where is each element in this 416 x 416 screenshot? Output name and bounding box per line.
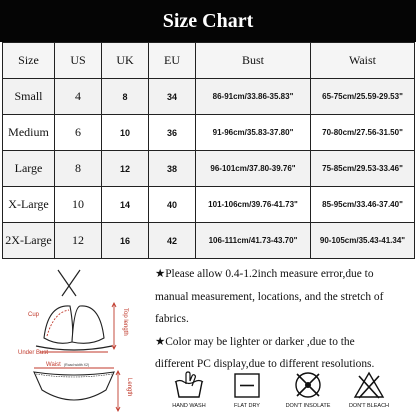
cell-uk: 14 bbox=[102, 187, 149, 223]
cell-waist: 85-95cm/33.46-37.40" bbox=[311, 187, 415, 223]
cell-eu: 42 bbox=[149, 223, 196, 259]
cell-bust: 86-91cm/33.86-35.83" bbox=[196, 79, 311, 115]
column-header-waist: Waist bbox=[311, 43, 415, 79]
diagram-label-waist: Waist bbox=[46, 362, 61, 368]
cell-us: 4 bbox=[55, 79, 102, 115]
care-label: DON'T BLEACH bbox=[348, 403, 390, 409]
note-line: manual measurement, locations, and the stretch of bbox=[155, 290, 384, 303]
note-line: different PC display,due to different resolutions. bbox=[155, 358, 375, 370]
size-table bbox=[2, 42, 415, 259]
care-label: FLAT DRY bbox=[234, 403, 260, 409]
cell-waist: 70-80cm/27.56-31.50" bbox=[311, 115, 415, 151]
column-header-size: Size bbox=[3, 43, 55, 79]
table-row bbox=[3, 151, 415, 187]
cell-eu: 36 bbox=[149, 115, 196, 151]
care-label: HAND WASH bbox=[172, 403, 206, 409]
cell-uk: 8 bbox=[102, 79, 149, 115]
diagram-label-top-length: Top length bbox=[122, 308, 128, 336]
bikini-bottom-icon bbox=[34, 372, 114, 400]
cell-uk: 10 bbox=[102, 115, 149, 151]
cell-size: 2X-Large bbox=[3, 223, 55, 259]
table-row bbox=[3, 115, 415, 151]
diagram-label-length: Length bbox=[126, 378, 132, 397]
cell-uk: 16 bbox=[102, 223, 149, 259]
cell-size: X-Large bbox=[3, 187, 55, 223]
column-header-us: US bbox=[55, 43, 102, 79]
diagram-label-under-bust: Under Bust bbox=[18, 350, 49, 356]
care-dont-insolate bbox=[283, 370, 333, 416]
dont-bleach-icon bbox=[352, 370, 386, 400]
cell-waist: 65-75cm/25.59-29.53" bbox=[311, 79, 415, 115]
cell-bust: 91-96cm/35.83-37.80" bbox=[196, 115, 311, 151]
table-header-row bbox=[3, 43, 415, 79]
table-row bbox=[3, 223, 415, 259]
column-header-uk: UK bbox=[102, 43, 149, 79]
left-cup-icon bbox=[44, 306, 73, 343]
size-chart-title-bar bbox=[0, 0, 416, 42]
cell-us: 8 bbox=[55, 151, 102, 187]
note-line: ★Color may be lighter or darker ,due to the bbox=[155, 335, 355, 348]
right-cup-icon bbox=[72, 306, 104, 343]
cell-size: Small bbox=[3, 79, 55, 115]
bikini-measurement-diagram bbox=[14, 268, 142, 416]
care-label: DON'T INSOLATE bbox=[285, 403, 331, 409]
column-header-bust: Bust bbox=[196, 43, 311, 79]
table-row bbox=[3, 187, 415, 223]
dont-insolate-icon bbox=[291, 370, 325, 400]
care-flat-dry bbox=[222, 370, 272, 416]
care-dont-bleach bbox=[344, 370, 394, 416]
cell-eu: 38 bbox=[149, 151, 196, 187]
table-row bbox=[3, 79, 415, 115]
cell-eu: 34 bbox=[149, 79, 196, 115]
note-line: fabrics. bbox=[155, 313, 189, 325]
cell-bust: 96-101cm/37.80-39.76" bbox=[196, 151, 311, 187]
cell-size: Large bbox=[3, 151, 55, 187]
note-line: ★Please allow 0.4-1.2inch measure error,due to bbox=[155, 268, 374, 280]
column-header-eu: EU bbox=[149, 43, 196, 79]
cell-eu: 40 bbox=[149, 187, 196, 223]
diagram-label-cup: Cup bbox=[28, 312, 40, 318]
diagram-label-waist-note: (Road width X2) bbox=[64, 363, 90, 367]
flat-dry-icon bbox=[230, 370, 264, 400]
cell-size: Medium bbox=[3, 115, 55, 151]
cell-uk: 12 bbox=[102, 151, 149, 187]
cell-bust: 101-106cm/39.76-41.73" bbox=[196, 187, 311, 223]
cell-us: 10 bbox=[55, 187, 102, 223]
cell-bust: 106-111cm/41.73-43.70" bbox=[196, 223, 311, 259]
cell-waist: 75-85cm/29.53-33.46" bbox=[311, 151, 415, 187]
cell-us: 12 bbox=[55, 223, 102, 259]
cell-waist: 90-105cm/35.43-41.34" bbox=[311, 223, 415, 259]
page-title: Size Chart bbox=[162, 9, 254, 32]
hand-wash-icon bbox=[172, 370, 206, 400]
size-notes bbox=[155, 263, 413, 376]
cell-us: 6 bbox=[55, 115, 102, 151]
halter-strap-icon bbox=[58, 270, 80, 296]
care-hand-wash bbox=[164, 370, 214, 416]
